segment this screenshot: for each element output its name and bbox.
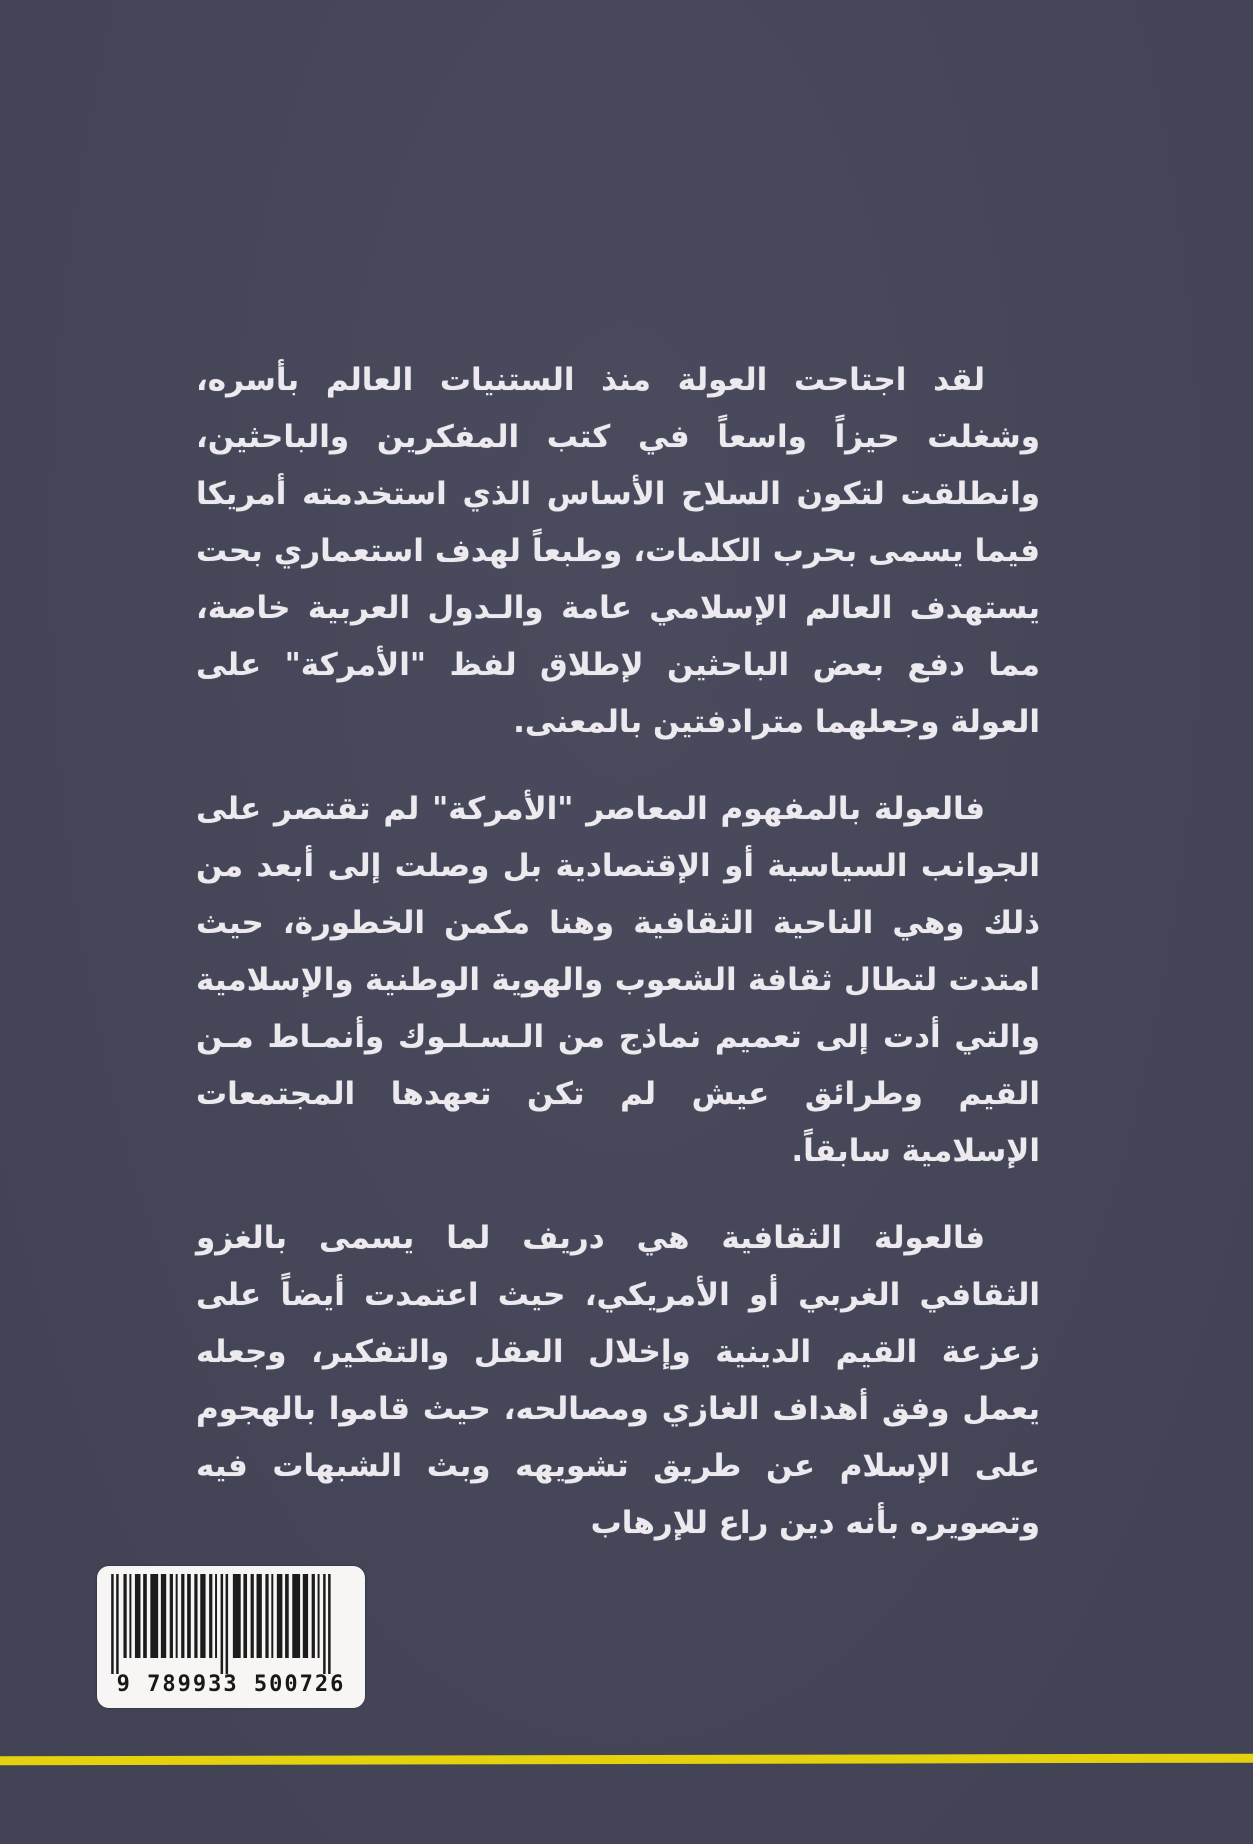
barcode-bars-icon xyxy=(107,1574,355,1674)
synopsis-text xyxy=(196,352,1040,1582)
barcode xyxy=(97,1566,365,1708)
accent-line xyxy=(0,1754,1253,1766)
synopsis-paragraph: فالعولة بالمفهوم المعاصر "الأمركة" لم تقتصر على الجوانب السياسية أو الإقتصادية بل وصلت إلى أبعد من ذلك وهي الناحية الثقافية وهنا مكمن الخطورة، حيث امتدت لتطال ثقافة الشعوب والهوية الوطنية والإسلامية والتي أدت إلى تعميم نماذج من الـسـلـوك وأنمـاط مـن القيم وطرائق عيش لم تكن تعهدها المجتمعات الإسلامية سابقاً. xyxy=(196,791,1040,1169)
synopsis-paragraph: فالعولة الثقافية هي دريف لما يسمى بالغزو الثقافي الغربي أو الأمريكي، حيث اعتمدت أيضاً على زعزعة القيم الدينية وإخلال العقل والتفكير، وجعله يعمل وفق أهداف الغازي ومصالحه، حيث قاموا بالهجوم على الإسلام عن طريق تشويهه وبث الشبهات فيه وتصويره بأنه دين راع للإرهاب xyxy=(196,1220,1040,1541)
synopsis-paragraph: لقد اجتاحت العولة منذ الستنيات العالم بأسره، وشغلت حيزاً واسعاً في كتب المفكرين والباحثين، وانطلقت لتكون السلاح الأساس الذي استخدمته أمريكا فيما يسمى بحرب الكلمات، وطبعاً لهدف استعماري بحت يستهدف العالم الإسلامي عامة والـدول العربية خاصة، مما دفع بعض الباحثين لإطلاق لفظ "الأمركة" على العولة وجعلهما مترادفتين بالمعنى. xyxy=(196,362,1040,740)
barcode-number: 9 789933 500726 xyxy=(116,1672,346,1697)
